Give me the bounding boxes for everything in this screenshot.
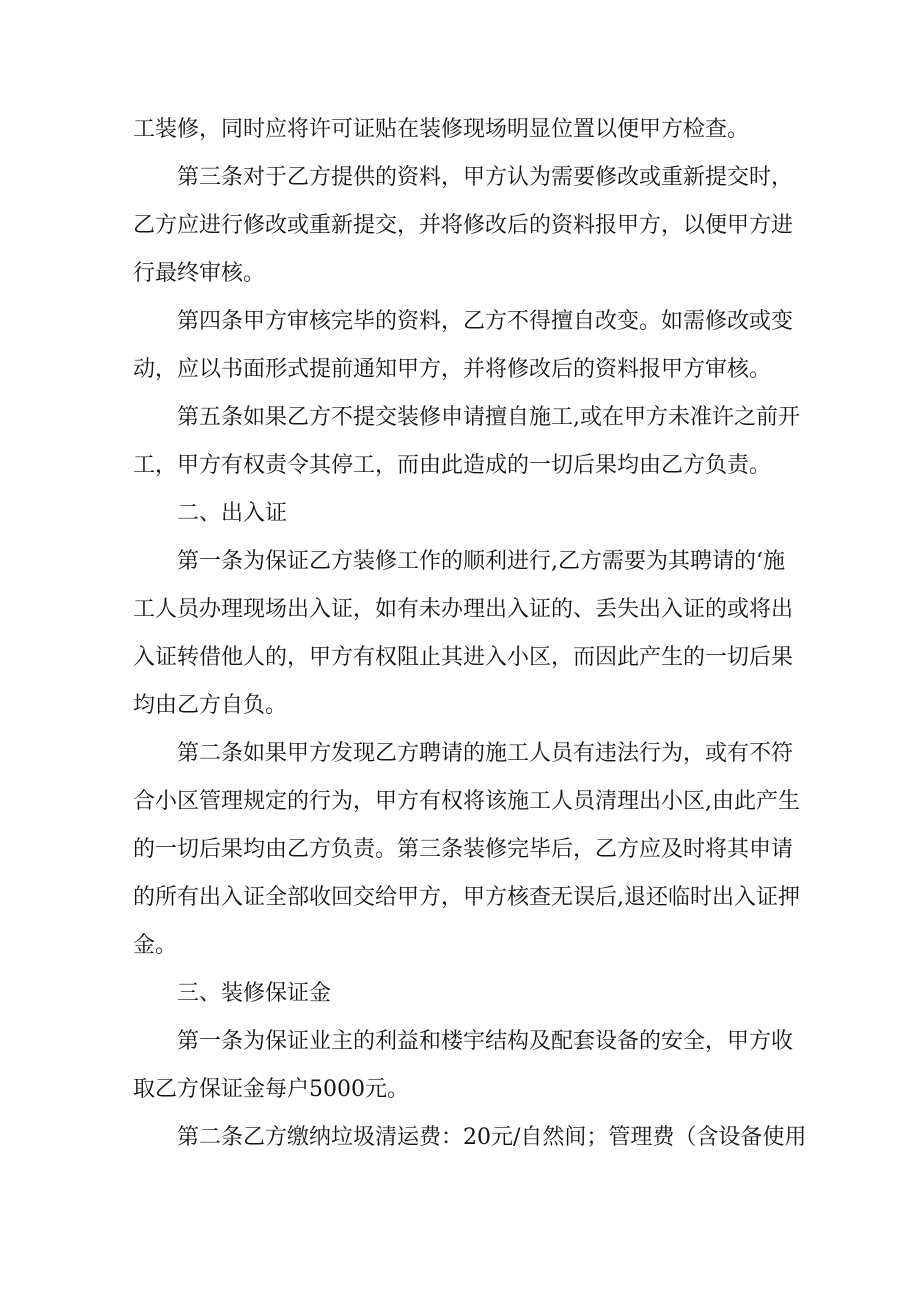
text-line: 入证转借他人的，甲方有权阻止其进入小区，而因此产生的一切后果 bbox=[133, 645, 794, 670]
text-line: 第四条甲方审核完毕的资料，乙方不得擅自改变。如需修改或变 bbox=[177, 309, 794, 334]
text-line: 工，甲方有权责令其停工，而由此造成的一切后果均由乙方负责。 bbox=[133, 453, 772, 478]
section-heading: 三、装修保证金 bbox=[177, 981, 332, 1006]
text-line: 行最终审核。 bbox=[133, 261, 266, 286]
text-line: 第五条如果乙方不提交装修申请擅自施工,或在甲方未准许之前开 bbox=[177, 405, 800, 430]
text-line: 的一切后果均由乙方负责。第三条装修完毕后，乙方应及时将其申请 bbox=[133, 837, 794, 862]
section-heading: 二、出入证 bbox=[177, 501, 288, 526]
text-line: 乙方应进行修改或重新提交，并将修改后的资料报甲方，以便甲方进 bbox=[133, 213, 794, 238]
text-line: 第二条如果甲方发现乙方聘请的施工人员有违法行为，或有不符 bbox=[177, 741, 794, 766]
text-line: 动，应以书面形式提前通知甲方，并将修改后的资料报甲方审核。 bbox=[133, 357, 772, 382]
text-line: 金。 bbox=[133, 933, 178, 958]
text-line: 均由乙方自负。 bbox=[133, 693, 288, 718]
text-line: 取乙方保证金每户5000元。 bbox=[133, 1077, 409, 1102]
paragraph bbox=[133, 538, 813, 730]
text-line: 第一条为保证乙方装修工作的顺利进行,乙方需要为其聘请的‘施 bbox=[177, 549, 785, 574]
document-body bbox=[133, 106, 813, 1162]
text-line: 第二条乙方缴纳垃圾清运费：20元/自然间；管理费（含设备使用 bbox=[177, 1125, 807, 1150]
paragraph bbox=[133, 1018, 813, 1114]
text-line: 合小区管理规定的行为，甲方有权将该施工人员清理出小区,由此产生 bbox=[133, 789, 800, 814]
paragraph bbox=[133, 298, 813, 394]
paragraph bbox=[133, 1114, 813, 1162]
text-line: 第一条为保证业主的利益和楼宇结构及配套设备的安全，甲方收 bbox=[177, 1029, 794, 1054]
text-line: 的所有出入证全部收回交给甲方，甲方核查无误后,退还临时出入证押 bbox=[133, 885, 800, 910]
text-line: 工装修，同时应将许可证贴在装修现场明显位置以便甲方检查。 bbox=[133, 117, 750, 142]
paragraph bbox=[133, 154, 813, 298]
paragraph bbox=[133, 730, 813, 970]
paragraph bbox=[133, 394, 813, 490]
text-line: 第三条对于乙方提供的资料，甲方认为需要修改或重新提交时， bbox=[177, 165, 794, 190]
text-line: 工人员办理现场出入证，如有未办理出入证的、丢失出入证的或将出 bbox=[133, 597, 794, 622]
paragraph bbox=[133, 106, 813, 154]
